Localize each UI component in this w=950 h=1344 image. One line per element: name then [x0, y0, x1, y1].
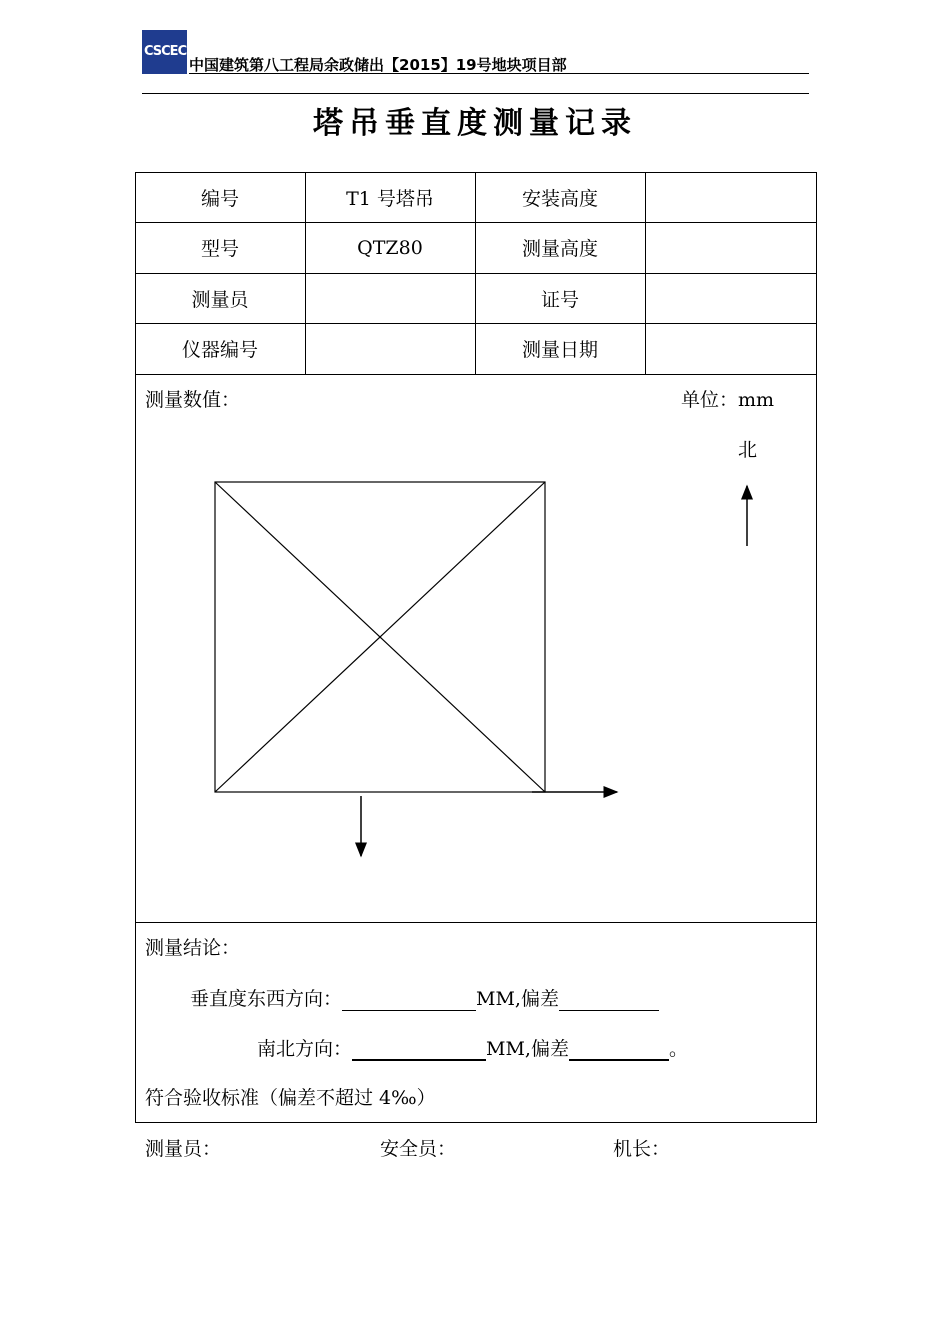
label-measure-height: 测量高度 — [521, 238, 598, 260]
ns-end: 。 — [668, 1038, 688, 1060]
conclusion-label: 测量结论： — [145, 937, 241, 959]
ew-row — [190, 984, 659, 1011]
value-number[interactable]: T1 号塔吊 — [346, 187, 434, 210]
ns-deviation-blank[interactable] — [569, 1037, 669, 1061]
ew-unit: MM,偏差 — [476, 988, 559, 1010]
ew-deviation-blank[interactable] — [559, 988, 659, 1011]
label-instrument-no: 仪器编号 — [181, 339, 258, 361]
ns-unit: MM,偏差 — [486, 1038, 569, 1060]
value-model[interactable]: QTZ80 — [357, 236, 423, 259]
ns-row — [257, 1034, 688, 1061]
ew-label: 垂直度东西方向： — [190, 988, 343, 1010]
footer-surveyor: 测量员： — [145, 1138, 222, 1160]
company-header: 中国建筑第八工程局余政储出【2015】19号地块项目部 — [189, 56, 567, 74]
label-model: 型号 — [200, 238, 239, 260]
label-number: 编号 — [200, 187, 239, 210]
section-rule — [135, 922, 817, 923]
label-certificate: 证号 — [540, 288, 579, 311]
label-surveyor: 测量员 — [191, 288, 249, 311]
ew-value-blank[interactable] — [342, 988, 476, 1011]
north-label: 北 — [738, 439, 758, 461]
unit-label: 单位：mm — [681, 389, 775, 411]
ns-label: 南北方向： — [257, 1038, 353, 1060]
standard-text: 符合验收标准（偏差不超过 4‰） — [145, 1087, 436, 1109]
measurement-label: 测量数值： — [145, 389, 241, 411]
logo-text: CSCEC — [144, 44, 187, 59]
label-measure-date: 测量日期 — [521, 339, 598, 361]
footer-operator: 机长： — [613, 1138, 671, 1160]
ns-value-blank[interactable] — [352, 1037, 486, 1061]
label-install-height: 安装高度 — [521, 187, 598, 210]
footer-safety-officer: 安全员： — [380, 1138, 457, 1160]
page-title: 塔吊垂直度测量记录 — [313, 106, 637, 141]
